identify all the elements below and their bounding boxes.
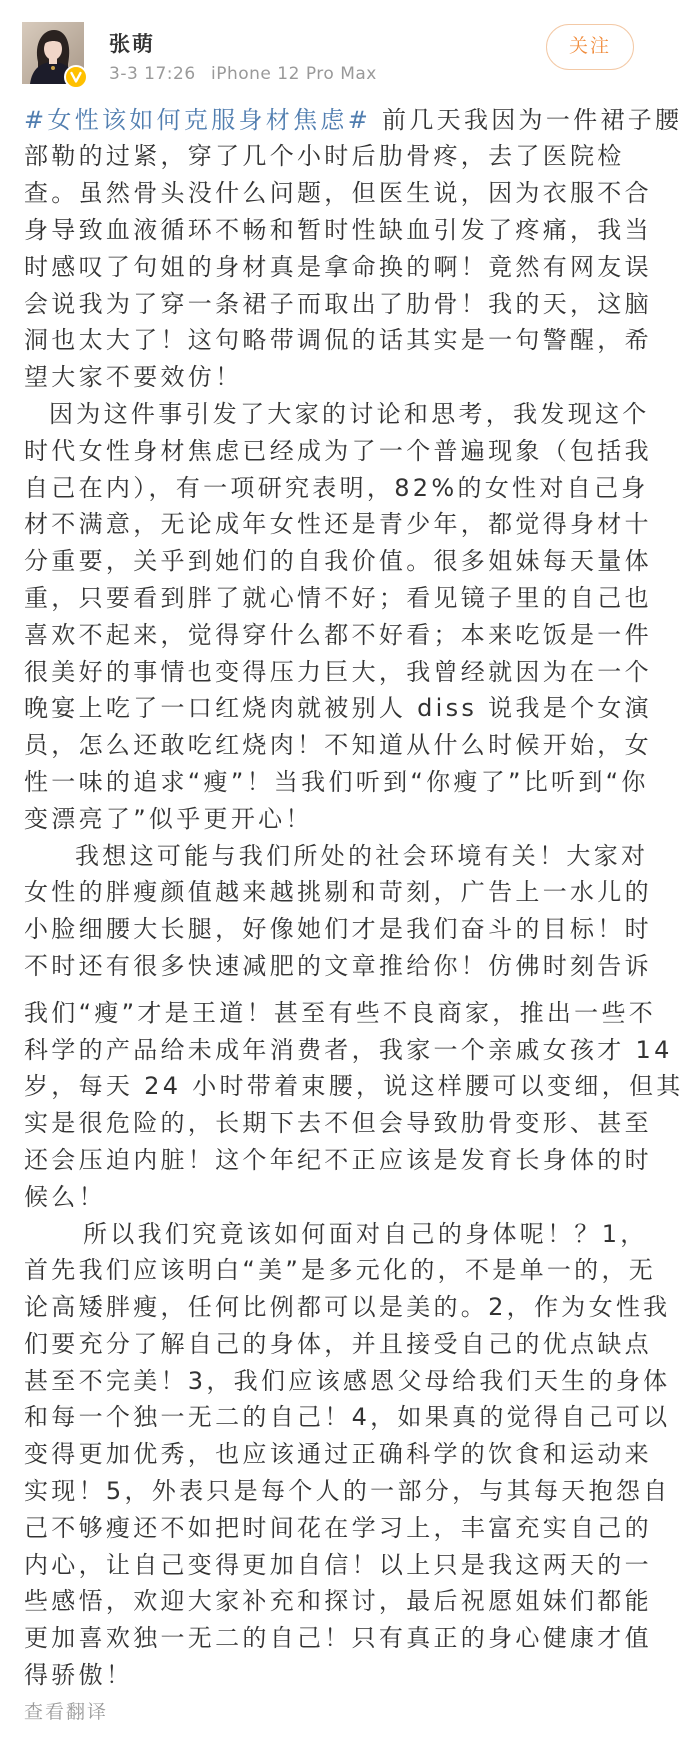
- follow-button[interactable]: 关注: [546, 24, 634, 70]
- post-line: 时感叹了句姐的身材真是拿命换的啊！竟然有网友误: [24, 252, 652, 281]
- post-line: 我们“瘦”才是王道！甚至有些不良商家，推出一些不: [24, 998, 657, 1027]
- post-line: 科学的产品给未成年消费者，我家一个亲戚女孩才 14: [24, 1035, 673, 1064]
- post-paragraph: [24, 102, 683, 396]
- post-line: 员，怎么还敢吃红烧肉！不知道从什么时候开始，女: [24, 731, 652, 760]
- post-line: 们要充分了解自己的身体，并且接受自己的优点缺点: [24, 1329, 652, 1358]
- post-line: 些感悟，欢迎大家补充和探讨，最后祝愿姐妹们都能: [24, 1587, 652, 1616]
- post-line: 部勒的过紧，穿了几个小时后肋骨疼，去了医院检: [24, 142, 625, 171]
- post-line: 很美好的事情也变得压力巨大，我曾经就因为在一个: [24, 657, 652, 686]
- post-paragraph: [24, 838, 684, 1216]
- post-line: 不时还有很多快速减肥的文章推给你！仿佛时刻告诉: [24, 951, 652, 980]
- post-line: 洞也太大了！这句略带调侃的话其实是一句警醒，希: [24, 326, 652, 355]
- post-paragraph: [24, 396, 652, 838]
- post-line: 我想这可能与我们所处的社会环境有关！大家对: [75, 841, 649, 870]
- post-line-text: 前几天我因为一件裙子腰: [371, 105, 683, 134]
- post-source-device: iPhone 12 Pro Max: [211, 64, 377, 84]
- post-timestamp: 3-3 17:26: [109, 64, 196, 84]
- post-line: 实现！5，外表只是每个人的一部分，与其每天抱怨自: [24, 1477, 671, 1506]
- post-line: 更加喜欢独一无二的自己！只有真正的身心健康才值: [24, 1624, 652, 1653]
- post-line: 变漂亮了”似乎更开心！: [24, 804, 313, 833]
- post-line: 首先我们应该明白“美”是多元化的，不是单一的，无: [24, 1256, 657, 1285]
- post-line: 所以我们究竟该如何面对自己的身体呢！？1，: [83, 1219, 648, 1248]
- post-line: 材不满意，无论成年女性还是青少年，都觉得身材十: [24, 510, 652, 539]
- post-line: 身导致血液循环不畅和暂时性缺血引发了疼痛，我当: [24, 215, 652, 244]
- post-body: [24, 102, 684, 1694]
- post-line: 性一味的追求“瘦”！当我们听到“你瘦了”比听到“你: [24, 767, 649, 796]
- post-line: 自己在内），有一项研究表明，82%的女性对自己身: [24, 473, 649, 502]
- post-line: 查。虽然骨头没什么问题，但医生说，因为衣服不合: [24, 179, 652, 208]
- post-line: 甚至不完美！3，我们应该感恩父母给我们天生的身体: [24, 1366, 671, 1395]
- post-line: 女性的胖瘦颜值越来越挑剔和苛刻，广告上一水儿的: [24, 878, 652, 907]
- post-line: 岁，每天 24 小时带着束腰，说这样腰可以变细，但其: [24, 1072, 684, 1101]
- post-line: 实是很危险的，长期下去不但会导致肋骨变形、甚至: [24, 1109, 652, 1138]
- post-paragraph: [24, 1216, 671, 1694]
- post-line: 望大家不要效仿！: [24, 363, 243, 392]
- topic-hashtag-link[interactable]: #女性该如何克服身材焦虑#: [24, 105, 372, 134]
- post-line: 己不够瘦还不如把时间花在学习上，丰富充实自己的: [24, 1513, 652, 1542]
- post-line: 小脸细腰大长腿，好像她们才是我们奋斗的目标！时: [24, 915, 652, 944]
- post-line: 论高矮胖瘦，任何比例都可以是美的。2，作为女性我: [24, 1293, 671, 1322]
- post-line: 晚宴上吃了一口红烧肉就被别人 diss 说我是个女演: [24, 694, 652, 723]
- post-line: 分重要，关乎到她们的自我价值。很多姐妹每天量体: [24, 547, 652, 576]
- post-line: 和每一个独一无二的自己！4，如果真的觉得自己可以: [24, 1403, 671, 1432]
- post-line: 候么！: [24, 1182, 106, 1211]
- post-line: 会说我为了穿一条裙子而取出了肋骨！我的天，这脑: [24, 289, 652, 318]
- post-line: 还会压迫内脏！这个年纪不正应该是发育长身体的时: [24, 1145, 652, 1174]
- author-name[interactable]: 张萌: [109, 32, 155, 56]
- post-line: 因为这件事引发了大家的讨论和思考，我发现这个: [49, 399, 650, 428]
- post-line: 重，只要看到胖了就心情不好；看见镜子里的自己也: [24, 583, 652, 612]
- post-line: 喜欢不起来，觉得穿什么都不好看；本来吃饭是一件: [24, 620, 652, 649]
- view-translation-link[interactable]: 查看翻译: [24, 1701, 109, 1723]
- post-line: 得骄傲！: [24, 1661, 134, 1690]
- post-line: [24, 102, 683, 139]
- post-line: 时代女性身材焦虑已经成为了一个普遍现象（包括我: [24, 436, 652, 465]
- post-line: 内心，让自己变得更加自信！以上只是我这两天的一: [24, 1550, 652, 1579]
- post-line: 变得更加优秀，也应该通过正确科学的饮食和运动来: [24, 1440, 652, 1469]
- verified-v-icon: [64, 65, 88, 89]
